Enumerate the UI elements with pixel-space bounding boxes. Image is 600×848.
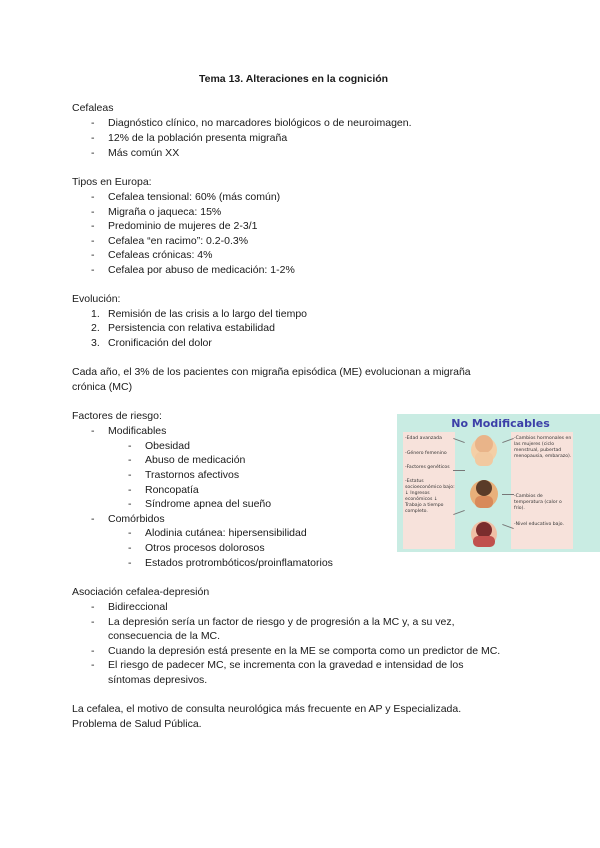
dash-marker: - xyxy=(91,659,95,671)
dash-marker: - xyxy=(91,206,95,218)
dash-marker: - xyxy=(128,440,132,452)
list-item: Otros procesos dolorosos xyxy=(145,542,265,554)
dash-marker: - xyxy=(128,542,132,554)
cefaleas-heading: Cefaleas xyxy=(72,102,114,114)
list-item: Bidireccional xyxy=(108,601,168,613)
woman-headache-illustration-2 xyxy=(470,480,498,508)
list-item: Síndrome apnea del sueño xyxy=(145,498,272,510)
list-item: El riesgo de padecer MC, se incrementa con la gravedad e intensidad de los xyxy=(108,659,464,671)
asociacion-heading: Asociación cefalea-depresión xyxy=(72,586,210,598)
list-item: Cuando la depresión está presente en la ME se comporta como un predictor de MC. xyxy=(108,645,501,657)
factores-heading: Factores de riesgo: xyxy=(72,410,162,422)
list-item: Remisión de las crisis a lo largo del tiempo xyxy=(108,308,308,320)
list-item: Obesidad xyxy=(145,440,190,452)
dash-marker: - xyxy=(91,601,95,613)
woman-headache-illustration-3 xyxy=(471,521,497,547)
dash-marker: - xyxy=(128,469,132,481)
paragraph-line: Cada año, el 3% de los pacientes con migraña episódica (ME) evolucionan a migraña xyxy=(72,366,471,378)
dash-marker: - xyxy=(91,220,95,232)
left-item: -Género femenino xyxy=(405,451,447,456)
list-item-continuation: consecuencia de la MC. xyxy=(108,630,221,642)
comorbidos-label: Comórbidos xyxy=(108,513,165,525)
dash-marker: - xyxy=(128,527,132,539)
dash-marker: - xyxy=(128,484,132,496)
dash-marker: - xyxy=(91,235,95,247)
right-item: -Cambios de temperatura (calor o frío). xyxy=(514,494,562,511)
arrow-connector xyxy=(502,494,514,495)
left-item: -Estatus socioeconómico bajo: ↓ Ingresos económicos ↓ Trabajo a tiempo completo. xyxy=(405,479,455,514)
paragraph-line: crónica (MC) xyxy=(72,381,133,393)
list-number: 1. xyxy=(91,308,100,320)
list-item: La depresión sería un factor de riesgo y de progresión a la MC y, a su vez, xyxy=(108,616,455,628)
list-item: Cefalea por abuso de medicación: 1-2% xyxy=(108,264,295,276)
dash-marker: - xyxy=(128,454,132,466)
left-item: -Edad avanzada xyxy=(405,436,442,441)
right-item: -Cambios hormonales en las mujeres (ciclo menstrual, pubertad menopausia, embarazo). xyxy=(514,436,572,459)
right-item: -Nivel educativo bajo. xyxy=(514,522,564,527)
list-item: Estados protrombóticos/proinflamatorios xyxy=(145,557,333,569)
dash-marker: - xyxy=(91,132,95,144)
dash-marker: - xyxy=(128,498,132,510)
dash-marker: - xyxy=(91,147,95,159)
left-item: -Factores genéticos xyxy=(405,465,450,470)
list-item: Abuso de medicación xyxy=(145,454,246,466)
list-item: Persistencia con relativa estabilidad xyxy=(108,322,275,334)
headache-illustrations xyxy=(463,432,505,550)
dash-marker: - xyxy=(91,616,95,628)
no-modificables-infographic xyxy=(397,414,600,552)
tipos-heading: Tipos en Europa: xyxy=(72,176,152,188)
list-number: 3. xyxy=(91,337,100,349)
dash-marker: - xyxy=(91,191,95,203)
list-item: Cefalea tensional: 60% (más común) xyxy=(108,191,281,203)
list-item: Cronificación del dolor xyxy=(108,337,212,349)
infographic-title: No Modificables xyxy=(451,417,550,430)
dash-marker: - xyxy=(91,425,95,437)
list-item: Migraña o jaqueca: 15% xyxy=(108,206,222,218)
dash-marker: - xyxy=(91,117,95,129)
closing-line: Problema de Salud Pública. xyxy=(72,718,202,730)
page-title: Tema 13. Alteraciones en la cognición xyxy=(199,73,389,85)
list-item: Más común XX xyxy=(108,147,180,159)
list-item: 12% de la población presenta migraña xyxy=(108,132,288,144)
dash-marker: - xyxy=(91,264,95,276)
closing-line: La cefalea, el motivo de consulta neurológica más frecuente en AP y Especializada. xyxy=(72,703,462,715)
list-item-continuation: síntomas depresivos. xyxy=(108,674,208,686)
list-item: Cefalea “en racimo”: 0.2-0.3% xyxy=(108,235,249,247)
list-item: Cefaleas crónicas: 4% xyxy=(108,249,213,261)
dash-marker: - xyxy=(128,557,132,569)
list-item: Alodinia cutánea: hipersensibilidad xyxy=(145,527,307,539)
list-item: Trastornos afectivos xyxy=(145,469,240,481)
list-item: Roncopatía xyxy=(145,484,199,496)
evolucion-heading: Evolución: xyxy=(72,293,121,305)
list-number: 2. xyxy=(91,322,100,334)
modificables-label: Modificables xyxy=(108,425,167,437)
dash-marker: - xyxy=(91,645,95,657)
dash-marker: - xyxy=(91,513,95,525)
arrow-connector xyxy=(453,470,465,471)
dash-marker: - xyxy=(91,249,95,261)
woman-headache-illustration-1 xyxy=(471,435,497,466)
list-item: Diagnóstico clínico, no marcadores biológicos o de neuroimagen. xyxy=(108,117,412,129)
list-item: Predominio de mujeres de 2-3/1 xyxy=(108,220,258,232)
